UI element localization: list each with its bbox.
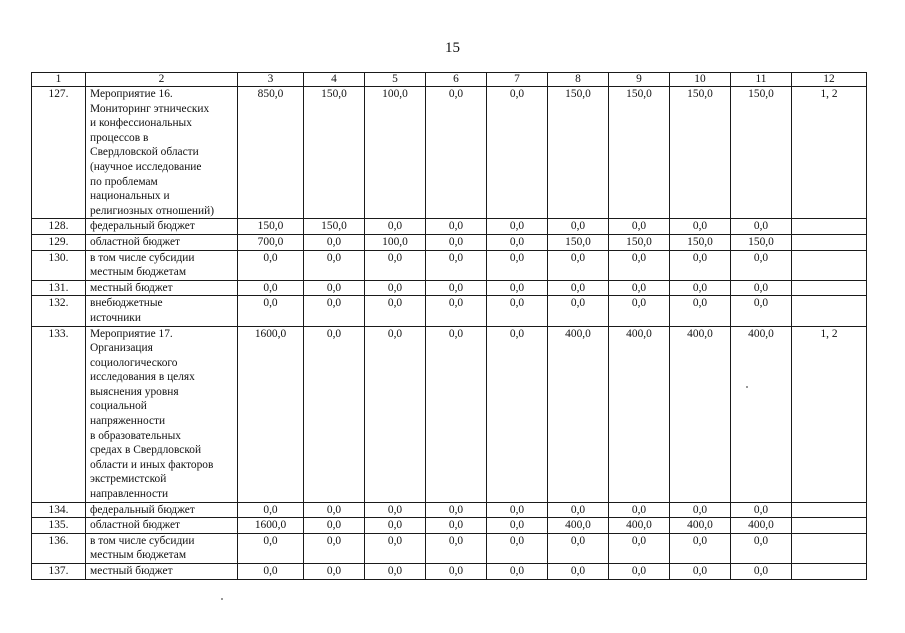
header-cell: 4 <box>304 73 365 87</box>
description-line: направленности <box>90 488 169 501</box>
value-cell: 0,0 <box>731 280 792 296</box>
description-line: по проблемам <box>90 175 158 188</box>
value-cell: 0,0 <box>365 280 426 296</box>
table-row <box>32 87 867 219</box>
value-cell: 1600,0 <box>238 518 304 534</box>
row-number-cell: 133. <box>32 326 86 502</box>
description-cell <box>86 219 238 235</box>
value-cell: 400,0 <box>731 326 792 502</box>
reference-cell <box>792 219 867 235</box>
value-cell: 400,0 <box>548 518 609 534</box>
value-cell: 0,0 <box>426 533 487 563</box>
value-cell: 0,0 <box>548 502 609 518</box>
description-line: в образовательных <box>90 429 181 442</box>
value-cell: 0,0 <box>238 533 304 563</box>
reference-cell <box>792 296 867 326</box>
value-cell: 0,0 <box>487 219 548 235</box>
value-cell: 0,0 <box>238 280 304 296</box>
header-cell: 10 <box>670 73 731 87</box>
value-cell: 0,0 <box>670 280 731 296</box>
value-cell: 0,0 <box>609 296 670 326</box>
description-line: местный бюджет <box>90 565 173 577</box>
row-number-cell: 129. <box>32 234 86 250</box>
description-line: местным бюджетам <box>90 266 187 279</box>
header-cell: 3 <box>238 73 304 87</box>
value-cell: 150,0 <box>238 219 304 235</box>
row-number-cell: 132. <box>32 296 86 326</box>
value-cell: 0,0 <box>304 502 365 518</box>
value-cell: 0,0 <box>731 250 792 280</box>
value-cell: 400,0 <box>609 326 670 502</box>
row-number-cell: 134. <box>32 502 86 518</box>
value-cell: 0,0 <box>365 219 426 235</box>
description-cell <box>86 87 238 219</box>
value-cell: 0,0 <box>426 564 487 580</box>
value-cell: 0,0 <box>304 326 365 502</box>
description-line: национальных и <box>90 190 170 203</box>
value-cell: 0,0 <box>548 533 609 563</box>
scan-speck <box>221 598 223 600</box>
description-cell <box>86 502 238 518</box>
value-cell: 150,0 <box>609 234 670 250</box>
value-cell: 0,0 <box>609 564 670 580</box>
reference-cell <box>792 502 867 518</box>
reference-cell <box>792 250 867 280</box>
header-cell: 11 <box>731 73 792 87</box>
value-cell: 0,0 <box>670 250 731 280</box>
value-cell: 0,0 <box>548 219 609 235</box>
value-cell: 0,0 <box>238 250 304 280</box>
budget-table <box>31 72 867 580</box>
value-cell: 400,0 <box>548 326 609 502</box>
value-cell: 0,0 <box>426 326 487 502</box>
reference-cell <box>792 533 867 563</box>
header-cell: 12 <box>792 73 867 87</box>
description-line: областной бюджет <box>90 519 180 532</box>
description-line: Мониторинг этнических <box>90 102 210 115</box>
description-line: Свердловской области <box>90 146 199 159</box>
value-cell: 0,0 <box>487 87 548 219</box>
row-number-cell: 130. <box>32 250 86 280</box>
row-number-cell: 135. <box>32 518 86 534</box>
value-cell: 400,0 <box>609 518 670 534</box>
description-line: Мероприятие 17. <box>90 327 173 340</box>
description-cell <box>86 533 238 563</box>
row-number-cell: 128. <box>32 219 86 235</box>
description-line: и конфессиональных <box>90 117 192 130</box>
description-line: области и иных факторов <box>90 458 214 471</box>
description-line: социологического <box>90 356 178 369</box>
header-cell: 1 <box>32 73 86 87</box>
value-cell: 0,0 <box>609 280 670 296</box>
table-row <box>32 280 867 296</box>
value-cell: 0,0 <box>670 564 731 580</box>
value-cell: 0,0 <box>365 518 426 534</box>
table-row <box>32 234 867 250</box>
value-cell: 0,0 <box>238 296 304 326</box>
header-cell: 8 <box>548 73 609 87</box>
page-number: 15 <box>445 40 460 56</box>
value-cell: 0,0 <box>548 564 609 580</box>
value-cell: 0,0 <box>609 219 670 235</box>
value-cell: 0,0 <box>304 280 365 296</box>
value-cell: 0,0 <box>304 564 365 580</box>
table-row <box>32 296 867 326</box>
value-cell: 0,0 <box>731 219 792 235</box>
reference-cell: 1, 2 <box>792 87 867 219</box>
description-line: напряженности <box>90 415 166 428</box>
table-row <box>32 219 867 235</box>
header-cell: 6 <box>426 73 487 87</box>
value-cell: 0,0 <box>426 280 487 296</box>
value-cell: 0,0 <box>304 234 365 250</box>
description-cell <box>86 518 238 534</box>
value-cell: 0,0 <box>487 502 548 518</box>
value-cell: 0,0 <box>487 564 548 580</box>
description-line: федеральный бюджет <box>90 503 195 516</box>
row-number-cell: 131. <box>32 280 86 296</box>
value-cell: 0,0 <box>365 250 426 280</box>
row-number-cell: 136. <box>32 533 86 563</box>
value-cell: 0,0 <box>609 533 670 563</box>
description-cell <box>86 250 238 280</box>
value-cell: 1600,0 <box>238 326 304 502</box>
description-line: в том числе субсидии <box>90 251 195 264</box>
value-cell: 100,0 <box>365 87 426 219</box>
value-cell: 0,0 <box>426 219 487 235</box>
value-cell: 0,0 <box>426 234 487 250</box>
header-cell: 9 <box>609 73 670 87</box>
table-body <box>32 73 867 580</box>
table-row <box>32 564 867 580</box>
value-cell: 0,0 <box>304 250 365 280</box>
value-cell: 150,0 <box>548 87 609 219</box>
description-line: социальной <box>90 400 147 413</box>
header-cell: 5 <box>365 73 426 87</box>
table-row <box>32 533 867 563</box>
value-cell: 150,0 <box>731 87 792 219</box>
description-cell <box>86 234 238 250</box>
value-cell: 0,0 <box>487 296 548 326</box>
value-cell: 150,0 <box>670 87 731 219</box>
table-row <box>32 326 867 502</box>
description-line: местным бюджетам <box>90 549 187 562</box>
table-row <box>32 250 867 280</box>
value-cell: 0,0 <box>487 234 548 250</box>
description-line: в том числе субсидии <box>90 534 195 547</box>
description-line: средах в Свердловской <box>90 444 202 457</box>
description-line: местный бюджет <box>90 281 173 294</box>
reference-cell <box>792 518 867 534</box>
table-header-row <box>32 73 867 87</box>
value-cell: 0,0 <box>238 564 304 580</box>
value-cell: 0,0 <box>304 518 365 534</box>
value-cell: 0,0 <box>609 250 670 280</box>
value-cell: 0,0 <box>548 250 609 280</box>
value-cell: 0,0 <box>731 502 792 518</box>
table-row <box>32 518 867 534</box>
table-row <box>32 502 867 518</box>
description-cell <box>86 296 238 326</box>
value-cell: 0,0 <box>365 502 426 518</box>
description-line: (научное исследование <box>90 160 202 173</box>
value-cell: 0,0 <box>304 533 365 563</box>
value-cell: 150,0 <box>731 234 792 250</box>
description-line: процессов в <box>90 131 149 144</box>
value-cell: 150,0 <box>670 234 731 250</box>
value-cell: 0,0 <box>426 518 487 534</box>
value-cell: 0,0 <box>670 219 731 235</box>
description-line: исследования в целях <box>90 371 195 384</box>
value-cell: 0,0 <box>487 326 548 502</box>
value-cell: 150,0 <box>304 219 365 235</box>
header-cell: 2 <box>86 73 238 87</box>
value-cell: 700,0 <box>238 234 304 250</box>
value-cell: 0,0 <box>238 502 304 518</box>
value-cell: 0,0 <box>487 250 548 280</box>
description-line: Организация <box>90 342 153 355</box>
value-cell: 0,0 <box>426 296 487 326</box>
description-line: Мероприятие 16. <box>90 88 173 100</box>
value-cell: 0,0 <box>365 296 426 326</box>
value-cell: 0,0 <box>304 296 365 326</box>
value-cell: 0,0 <box>609 502 670 518</box>
value-cell: 0,0 <box>426 250 487 280</box>
value-cell: 150,0 <box>304 87 365 219</box>
value-cell: 0,0 <box>731 533 792 563</box>
value-cell: 0,0 <box>548 280 609 296</box>
value-cell: 0,0 <box>365 326 426 502</box>
value-cell: 0,0 <box>670 502 731 518</box>
value-cell: 150,0 <box>609 87 670 219</box>
value-cell: 0,0 <box>426 87 487 219</box>
value-cell: 0,0 <box>426 502 487 518</box>
description-cell <box>86 564 238 580</box>
header-cell: 7 <box>487 73 548 87</box>
value-cell: 850,0 <box>238 87 304 219</box>
value-cell: 0,0 <box>670 533 731 563</box>
value-cell: 0,0 <box>365 533 426 563</box>
reference-cell <box>792 234 867 250</box>
value-cell: 0,0 <box>365 564 426 580</box>
description-line: внебюджетные <box>90 297 163 310</box>
value-cell: 100,0 <box>365 234 426 250</box>
value-cell: 400,0 <box>670 326 731 502</box>
description-line: религиозных отношений) <box>90 204 215 217</box>
value-cell: 0,0 <box>487 533 548 563</box>
description-line: выяснения уровня <box>90 385 179 398</box>
row-number-cell: 137. <box>32 564 86 580</box>
description-line: федеральный бюджет <box>90 220 195 233</box>
reference-cell <box>792 564 867 580</box>
description-cell <box>86 280 238 296</box>
value-cell: 0,0 <box>487 518 548 534</box>
reference-cell <box>792 280 867 296</box>
value-cell: 150,0 <box>548 234 609 250</box>
value-cell: 400,0 <box>731 518 792 534</box>
scan-speck <box>746 386 748 388</box>
value-cell: 0,0 <box>731 296 792 326</box>
description-line: областной бюджет <box>90 235 180 248</box>
value-cell: 0,0 <box>731 564 792 580</box>
reference-cell: 1, 2 <box>792 326 867 502</box>
value-cell: 0,0 <box>548 296 609 326</box>
row-number-cell: 127. <box>32 87 86 219</box>
value-cell: 0,0 <box>487 280 548 296</box>
value-cell: 0,0 <box>670 296 731 326</box>
value-cell: 400,0 <box>670 518 731 534</box>
description-cell <box>86 326 238 502</box>
description-line: экстремистской <box>90 473 167 486</box>
description-line: источники <box>90 311 141 324</box>
